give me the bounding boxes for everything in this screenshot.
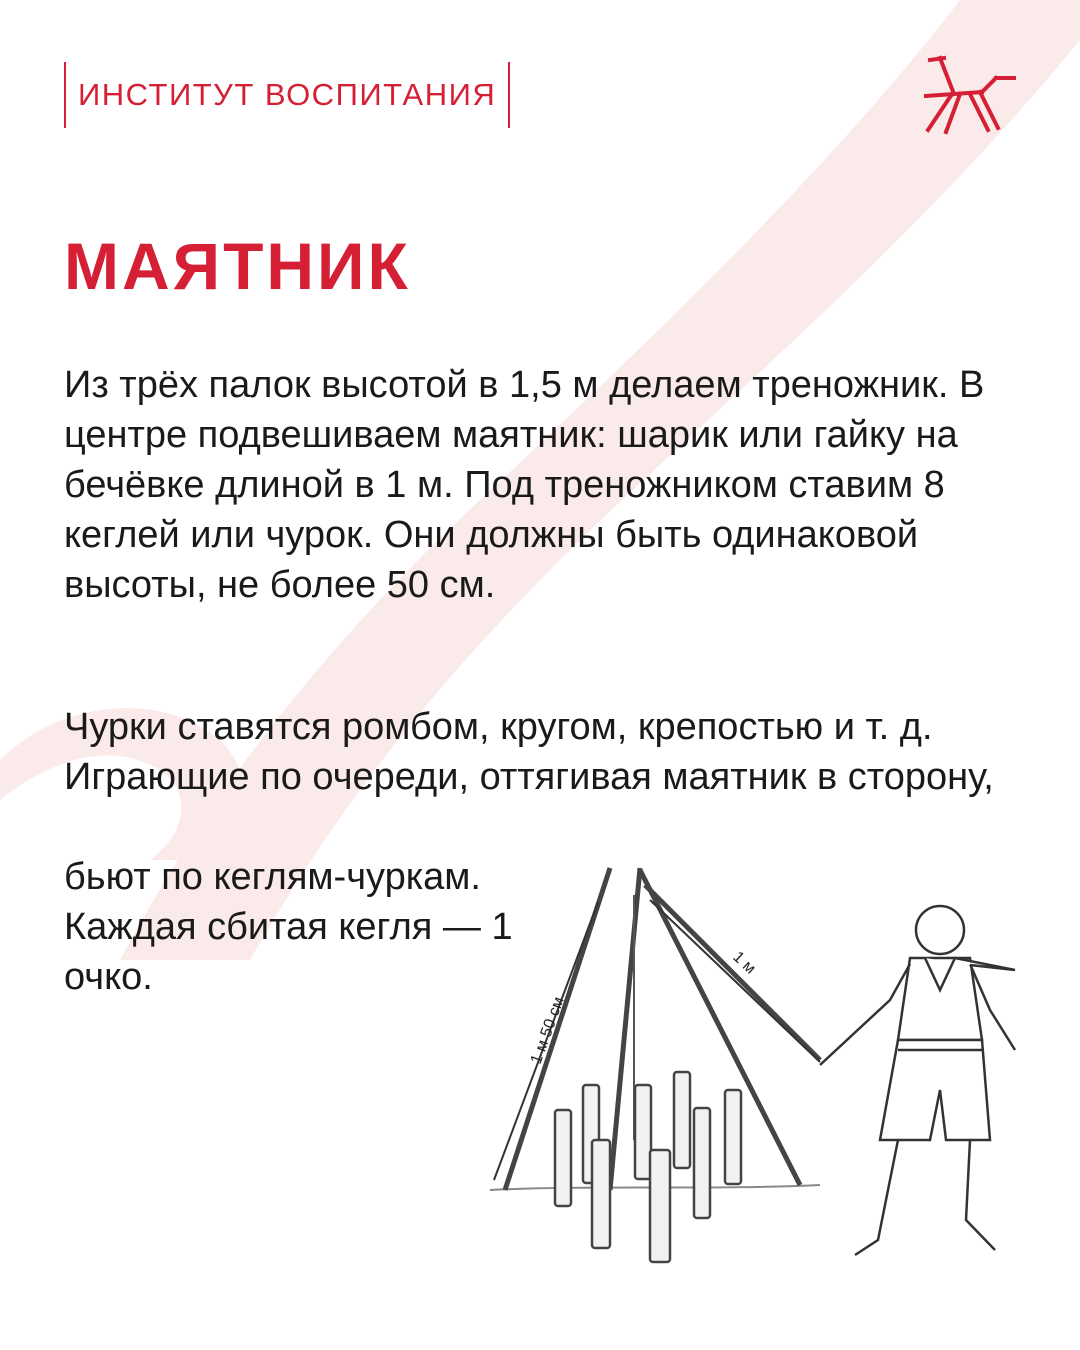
tripod-game-illustration <box>470 840 1060 1340</box>
paragraph-rules-setup: Из трёх палок высотой в 1,5 м делаем треножник. В центре подвешиваем маятник: шарик или гайку на бечёвке длиной в 1 м. Под треножником ставим 8 кеглей или чурок. Они должны быть одинаковой высоты, не более 50 см. <box>64 364 985 606</box>
length-measure-label: 1 м <box>729 948 759 978</box>
pin <box>674 1072 690 1168</box>
pin <box>725 1090 741 1184</box>
paragraph-rules-play: Чурки ставятся ромбом, кругом, крепостью и т. д. Играющие по очереди, оттягивая маятник в сторону, <box>64 706 994 798</box>
pin <box>555 1110 571 1206</box>
pins <box>555 1072 741 1262</box>
horse-icon <box>920 52 1020 136</box>
boy-figure <box>820 906 1015 1255</box>
pin <box>592 1140 610 1248</box>
brand-divider-right <box>508 62 510 128</box>
pin <box>650 1150 670 1262</box>
paragraph-rules-scoring: бьют по кеглям-чуркам. Каждая сбитая кегля — 1 очко. <box>64 856 513 998</box>
pin <box>635 1085 651 1179</box>
brand-name: ИНСТИТУТ ВОСПИТАНИЯ <box>78 77 497 112</box>
pin <box>694 1108 710 1218</box>
length-measure-line <box>650 900 820 1062</box>
height-measure-label: 1 м 50 см <box>527 994 568 1067</box>
page-title: МАЯТНИК <box>64 229 411 303</box>
brand-header <box>64 62 510 128</box>
